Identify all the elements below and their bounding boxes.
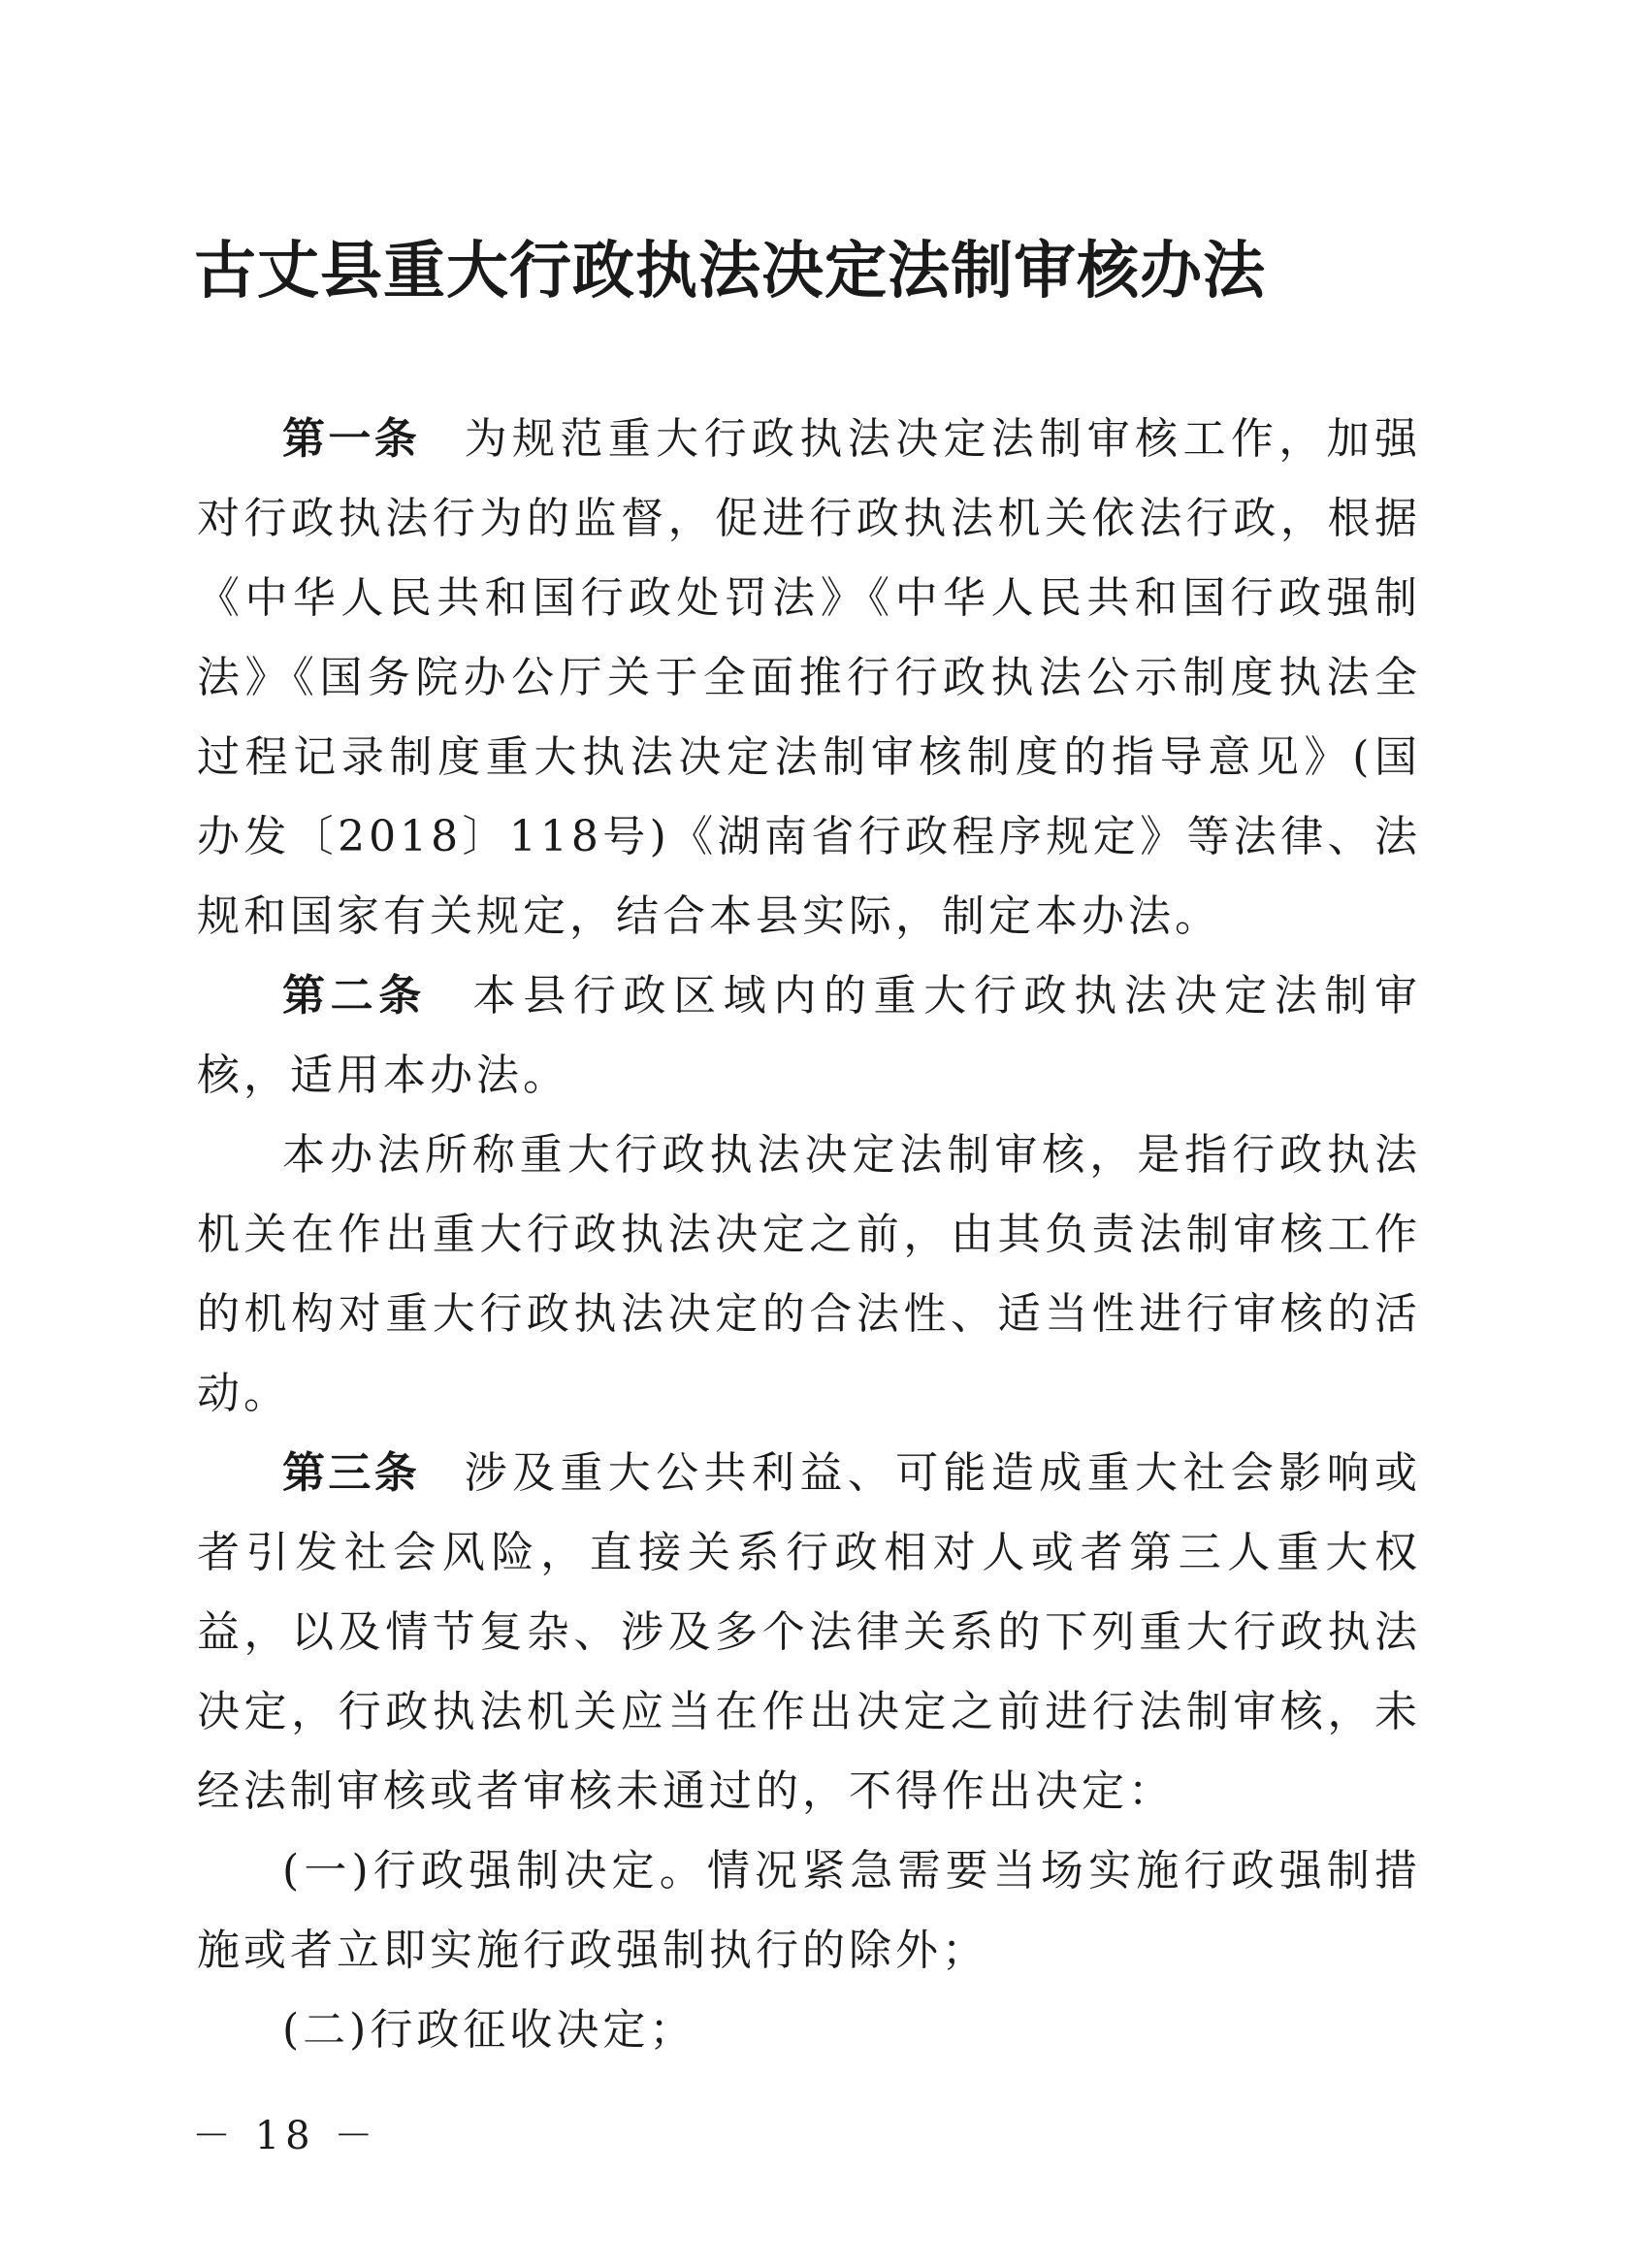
article-number: 第三条 — [282, 1448, 421, 1498]
paragraph-text: 为规范重大行政执法决定法制审核工作，加强对行政执法行为的监督，促进行政执法机关依法行政，根据《中华人民共和国行政处罚法》《中华人民共和国行政强制法》《国务院办公厅关于全面推行行政执法公示制度执法全过程记录制度重大执法决定法制审核制度的指导意见》(国办发〔2018〕118号)《湖南省行政程序规定》等法律、法规和国家有关规定，结合本县实际，制定本办法。 — [197, 414, 1422, 941]
paragraph-article-1 — [197, 400, 1421, 956]
page-number: － 18 － — [192, 2114, 379, 2158]
paragraph-text: 本县行政区域内的重大行政执法决定法制审核，适用本办法。 — [197, 971, 1422, 1100]
paragraph-text: (一)行政强制决定。情况紧急需要当场实施行政强制措施或者立即实施行政强制执行的除外； — [197, 1846, 1421, 1975]
article-number: 第二条 — [282, 971, 427, 1021]
document-body — [197, 400, 1421, 2070]
paragraph-text: 涉及重大公共利益、可能造成重大社会影响或者引发社会风险，直接关系行政相对人或者第三人重大权益，以及情节复杂、涉及多个法律关系的下列重大行政执法决定，行政执法机关应当在作出决定之前进行法制审核，未经法制审核或者审核未通过的，不得作出决定： — [197, 1448, 1422, 1816]
paragraph-article-2 — [197, 956, 1421, 1116]
document-title: 古丈县重大行政执法决定法制审核办法 — [194, 235, 1266, 308]
paragraph-text: 本办法所称重大行政执法决定法制审核，是指行政执法机关在作出重大行政执法决定之前，由其负责法制审核工作的机构对重大行政执法决定的合法性、适当性进行审核的活动。 — [197, 1130, 1421, 1418]
paragraph-text: (二)行政征收决定； — [282, 2005, 696, 2055]
paragraph-item-2 — [197, 1991, 1421, 2070]
paragraph-item-1 — [197, 1831, 1421, 1991]
article-number: 第一条 — [282, 414, 421, 464]
paragraph-article-3 — [197, 1434, 1421, 1831]
paragraph-definition — [197, 1116, 1421, 1434]
